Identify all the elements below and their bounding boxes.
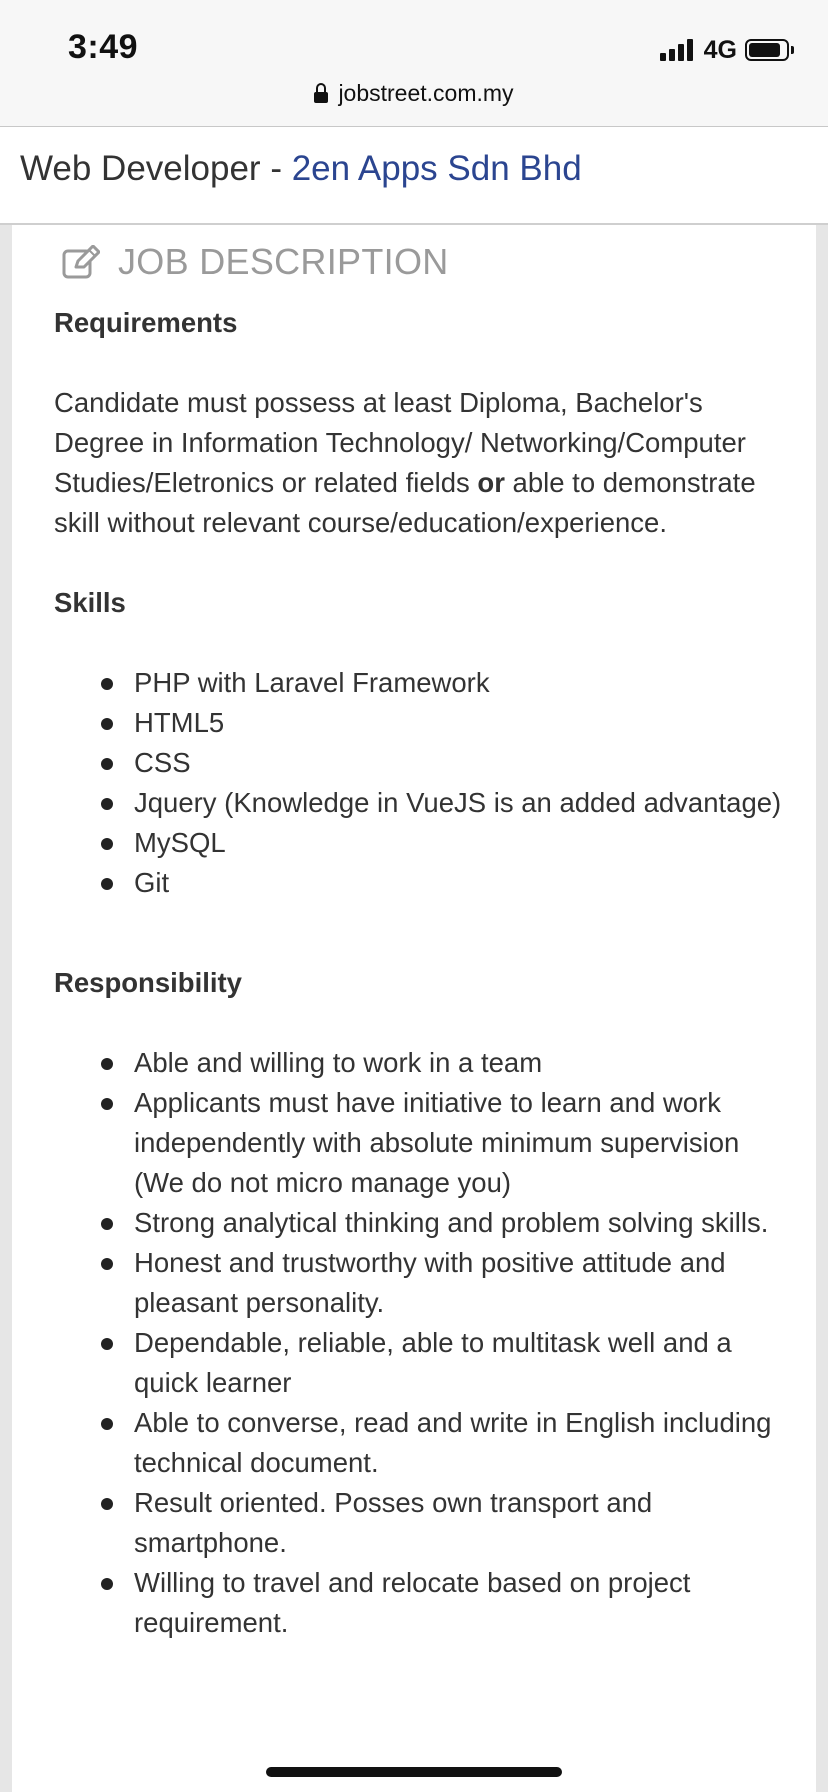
- list-item: HTML5: [54, 703, 794, 743]
- section-header: [62, 241, 449, 283]
- address-bar[interactable]: [0, 80, 828, 107]
- list-item: Able and willing to work in a team: [54, 1043, 794, 1083]
- cellular-signal-icon: [660, 39, 696, 61]
- list-item: MySQL: [54, 823, 794, 863]
- requirements-heading: Requirements: [54, 307, 238, 338]
- section-title: JOB DESCRIPTION: [118, 241, 449, 282]
- network-type: 4G: [703, 35, 737, 64]
- list-item: Applicants must have initiative to learn and work independently with absolute minimum supervision (We do not micro manage you): [54, 1083, 794, 1203]
- list-item: Result oriented. Posses own transport and smartphone.: [54, 1483, 794, 1563]
- list-item: PHP with Laravel Framework: [54, 663, 794, 703]
- job-title: Web Developer: [20, 149, 261, 188]
- home-indicator[interactable]: [266, 1767, 562, 1777]
- list-item: Git: [54, 863, 794, 903]
- battery-icon: [745, 39, 789, 61]
- battery-level-fill: [749, 43, 780, 57]
- list-item: Dependable, reliable, able to multitask well and a quick learner: [54, 1323, 794, 1403]
- list-item: Strong analytical thinking and problem solving skills.: [54, 1203, 794, 1243]
- page-gutter-left: [0, 225, 12, 1792]
- job-header: [0, 127, 828, 225]
- requirements-text: Candidate must possess at least Diploma, Bachelor's Degree in Information Technology/ Networking/Computer Studies/Eletronics or related fields or able to demonstrate skill without relevant course/education/experience.: [54, 387, 756, 538]
- edit-icon: [62, 245, 100, 279]
- list-item: Able to converse, read and write in English including technical document.: [54, 1403, 794, 1483]
- job-description-body: [54, 303, 794, 1643]
- responsibility-list: [54, 1043, 794, 1643]
- skills-list: [54, 663, 794, 903]
- list-item: Honest and trustworthy with positive attitude and pleasant personality.: [54, 1243, 794, 1323]
- browser-chrome: [0, 0, 828, 127]
- battery-cap: [791, 46, 794, 54]
- skills-heading: Skills: [54, 587, 126, 618]
- status-time: 3:49: [68, 28, 139, 66]
- lock-icon: [314, 83, 328, 103]
- title-separator: -: [260, 149, 292, 188]
- responsibility-heading: Responsibility: [54, 967, 242, 998]
- page-gutter-right: [816, 225, 828, 1792]
- list-item: CSS: [54, 743, 794, 783]
- job-description-card: [12, 225, 816, 1792]
- list-item: Jquery (Knowledge in VueJS is an added advantage): [54, 783, 794, 823]
- url-text: jobstreet.com.my: [338, 80, 514, 106]
- company-link[interactable]: 2en Apps Sdn Bhd: [291, 149, 582, 188]
- status-indicators: [660, 36, 794, 64]
- page-title: [20, 149, 582, 189]
- list-item: Willing to travel and relocate based on project requirement.: [54, 1563, 794, 1643]
